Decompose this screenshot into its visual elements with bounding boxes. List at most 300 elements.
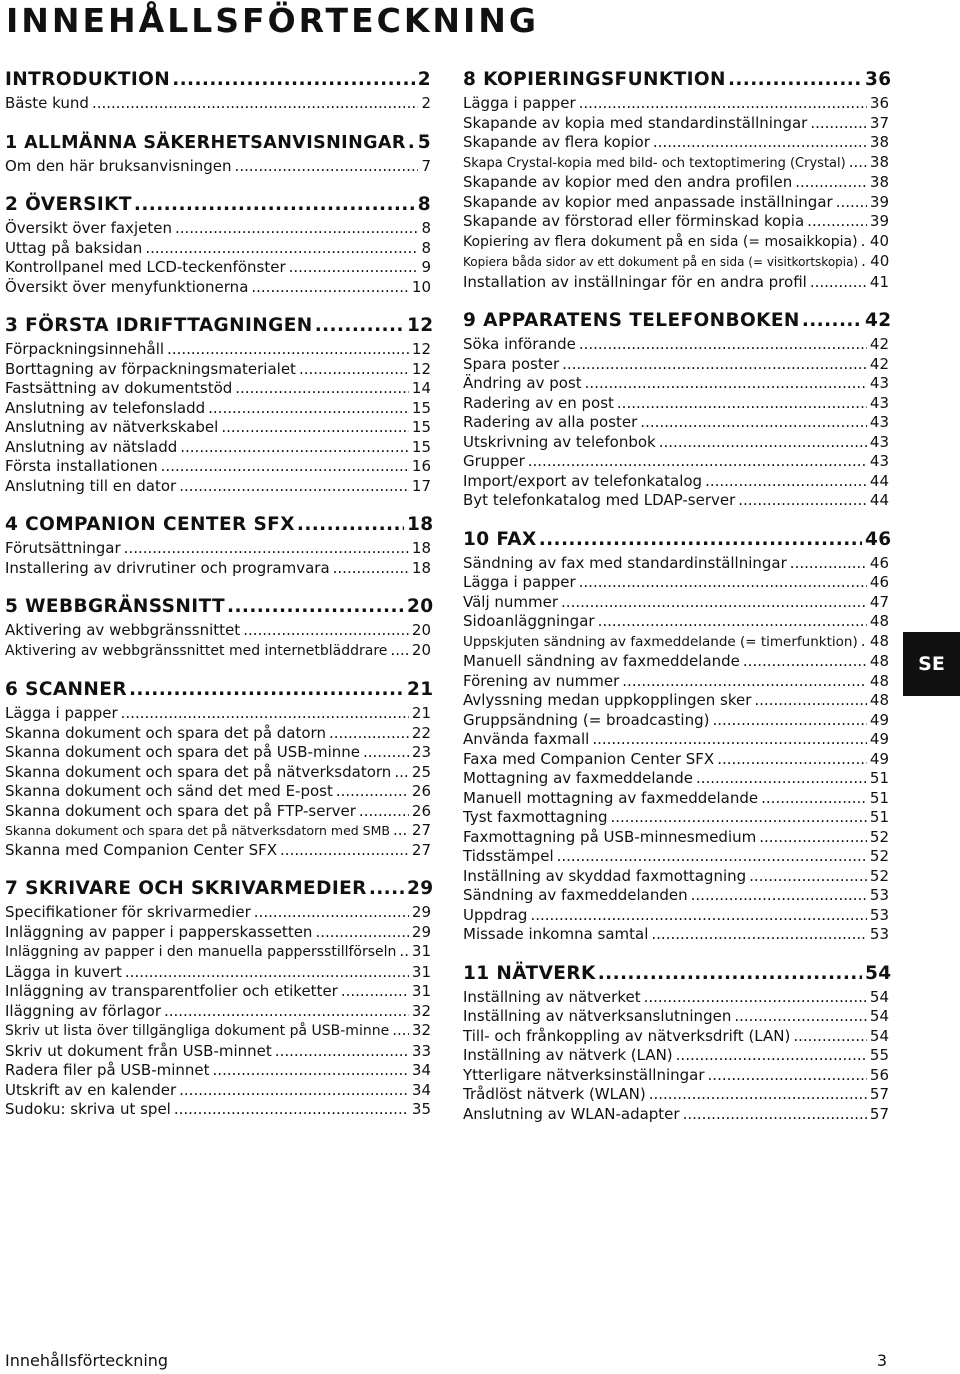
entry-title: Översikt över faxjeten: [5, 219, 172, 237]
dot-leader: [227, 593, 404, 621]
entry-title: Specifikationer för skrivarmedier: [5, 903, 251, 921]
toc-chapter-heading[interactable]: [5, 593, 434, 621]
entry-title: Lägga in kuvert: [5, 962, 122, 981]
toc-entry[interactable]: [463, 573, 889, 593]
toc-entry[interactable]: [5, 743, 431, 763]
chapter-title: 1 ALLMÄNNA SÄKERHETSANVISNINGAR: [5, 132, 406, 153]
entry-title: Förpackningsinnehåll: [5, 340, 165, 358]
toc-entry[interactable]: [5, 559, 431, 579]
dot-leader: [810, 273, 867, 293]
toc-entry[interactable]: [463, 153, 889, 174]
chapter-title: 4 COMPANION CENTER SFX: [5, 514, 295, 535]
entry-title: Skanna dokument och spara det på USB-minne: [5, 743, 360, 761]
page-number: 31: [411, 942, 431, 960]
toc-entry[interactable]: [5, 841, 431, 861]
page-number: 32: [411, 1001, 431, 1020]
toc-entry[interactable]: [463, 1085, 889, 1105]
toc-entry[interactable]: [5, 477, 431, 497]
dot-leader: [167, 340, 409, 360]
page-number: 52: [869, 866, 889, 885]
page-number: 2: [421, 94, 431, 112]
entry-title: Till- och frånkoppling av nätverksdrift (LAN): [463, 1026, 791, 1045]
toc-entry[interactable]: [5, 982, 431, 1002]
page-number: 8: [421, 238, 431, 257]
toc-entry[interactable]: [5, 942, 431, 963]
page-number: 27: [411, 821, 431, 839]
toc-entry[interactable]: [5, 763, 431, 783]
page-number: 43: [869, 374, 889, 392]
page-number: 42: [869, 354, 889, 373]
dot-leader: [793, 1027, 867, 1047]
page-number: 53: [869, 905, 889, 924]
toc-entry[interactable]: [463, 593, 889, 613]
toc-entry[interactable]: [463, 1105, 889, 1125]
entry-title: Spara poster: [463, 354, 560, 373]
toc-entry[interactable]: [5, 1081, 431, 1101]
toc-entry[interactable]: [463, 413, 889, 433]
toc-entry[interactable]: [463, 652, 889, 672]
toc-entry[interactable]: [463, 886, 889, 906]
entry-title: Manuell mottagning av faxmeddelande: [463, 788, 759, 807]
entry-title: Bäste kund: [5, 94, 89, 112]
dot-leader: [795, 173, 867, 193]
page-number: 48: [869, 671, 889, 690]
toc-entry[interactable]: [463, 847, 889, 867]
entry-title: Uppskjuten sändning av faxmeddelande (= timerfunktion): [463, 633, 858, 650]
entry-title: Aktivering av webbgränssnittet med internetbläddrare: [5, 642, 388, 659]
chapter-title: INTRODUKTION: [5, 69, 171, 90]
toc-section: [463, 526, 892, 945]
toc-entry[interactable]: [5, 963, 431, 983]
page-number: 22: [411, 723, 431, 742]
entry-title: Skanna dokument och spara det på nätverksdatorn: [5, 762, 392, 781]
toc-entry[interactable]: [5, 724, 431, 744]
page-number: 46: [869, 573, 889, 591]
entry-title: Byt telefonkatalog med LDAP-server: [463, 491, 736, 509]
toc-entry[interactable]: [5, 94, 431, 114]
entry-title: Skapande av kopior med den andra profilen: [463, 173, 793, 191]
toc-entry[interactable]: [5, 1002, 431, 1022]
toc-column-right: [463, 66, 892, 1139]
page-number: 49: [869, 749, 889, 768]
toc-entry[interactable]: [463, 335, 889, 355]
entry-title: Skapande av kopior med anpassade inställningar: [463, 192, 833, 211]
entry-title: Avlyssning medan uppkopplingen sker: [463, 691, 752, 709]
page-number: 38: [869, 173, 889, 191]
chapter-title: 6 SCANNER: [5, 679, 127, 700]
toc-entry[interactable]: [5, 1100, 431, 1120]
entry-title: Inställning av nätverk (LAN): [463, 1046, 673, 1064]
page-number: 7: [421, 156, 431, 175]
entry-title: Inläggning av transparentfolier och etiketter: [5, 982, 338, 1000]
toc-section: [5, 191, 431, 297]
toc-entry[interactable]: [5, 399, 431, 419]
dot-leader: [175, 219, 418, 239]
entry-title: Skanna dokument och sänd det med E-post: [5, 782, 333, 800]
dot-leader: [289, 258, 419, 278]
dot-leader: [790, 554, 867, 574]
dot-leader: [579, 94, 867, 114]
entry-title: Sändning av faxmeddelanden: [463, 886, 688, 904]
page-number: 51: [869, 769, 889, 787]
entry-title: Lägga i papper: [5, 704, 118, 722]
page-number: 44: [869, 471, 889, 490]
entry-title: Grupper: [463, 452, 525, 470]
dot-leader: [861, 232, 867, 252]
entry-title: Välj nummer: [463, 592, 559, 611]
entry-title: Kopiera båda sidor av ett dokument på en sida (= visitkortskopia): [463, 255, 859, 269]
toc-entry[interactable]: [463, 925, 889, 945]
dot-leader: [408, 129, 415, 157]
page-number: 29: [407, 878, 434, 899]
page-number: 23: [411, 743, 431, 761]
entry-title: Anslutning av WLAN-adapter: [463, 1104, 680, 1123]
dot-leader: [754, 691, 867, 711]
toc-chapter-heading[interactable]: [5, 191, 431, 219]
toc-entry[interactable]: [5, 418, 431, 438]
toc-entry[interactable]: [463, 730, 889, 750]
toc-entry[interactable]: [463, 769, 889, 789]
page-number: 49: [869, 730, 889, 748]
dot-leader: [299, 360, 409, 380]
page-number: 52: [869, 827, 889, 846]
dot-leader: [530, 906, 866, 926]
dot-leader: [172, 66, 415, 94]
toc-entry[interactable]: [463, 232, 889, 253]
toc-entry[interactable]: [463, 94, 889, 114]
entry-title: Utskrift av en kalender: [5, 1080, 177, 1099]
dot-leader: [585, 374, 867, 394]
toc-chapter-heading[interactable]: [463, 66, 892, 94]
entry-title: Skanna med Companion Center SFX: [5, 840, 278, 859]
page-number: 57: [869, 1104, 889, 1123]
dot-leader: [275, 1042, 409, 1062]
toc-entry[interactable]: [5, 782, 431, 802]
toc-entry[interactable]: [463, 1046, 889, 1066]
page-number: 43: [869, 393, 889, 412]
toc-entry[interactable]: [463, 691, 889, 711]
dot-leader: [759, 828, 867, 848]
entry-title: Lägga i papper: [463, 94, 576, 112]
dot-leader: [280, 841, 409, 861]
dot-leader: [369, 875, 404, 903]
page-number: 18: [411, 558, 431, 577]
dot-leader: [333, 559, 409, 579]
dot-leader: [399, 942, 408, 962]
toc-entry[interactable]: [463, 906, 889, 926]
entry-title: Tidsstämpel: [463, 847, 554, 865]
dot-leader: [174, 1100, 409, 1120]
dot-leader: [297, 511, 404, 539]
toc-entry[interactable]: [5, 704, 431, 724]
page-number: 20: [407, 596, 434, 617]
page-number: 15: [411, 418, 431, 436]
dot-leader: [761, 789, 867, 809]
toc-entry[interactable]: [5, 802, 431, 822]
dot-leader: [579, 573, 867, 593]
entry-title: Översikt över menyfunktionerna: [5, 277, 249, 296]
toc-entry[interactable]: [463, 808, 889, 828]
page-number: 26: [411, 782, 431, 800]
dot-leader: [235, 379, 409, 399]
entry-title: Installering av drivrutiner och programvara: [5, 558, 330, 577]
page-number: 5: [417, 131, 431, 153]
page-number: 34: [411, 1061, 431, 1079]
dot-leader: [179, 1081, 409, 1101]
dot-leader: [208, 399, 409, 419]
entry-title: Faxa med Companion Center SFX: [463, 749, 715, 768]
page-number: 15: [411, 398, 431, 417]
page-number: 16: [411, 457, 431, 475]
page-number: 29: [411, 922, 431, 941]
entry-title: Inläggning av papper i den manuella pappersstillförseln: [5, 944, 397, 960]
entry-title: Inläggning av papper i papperskassetten: [5, 922, 313, 941]
page-number: 14: [411, 379, 431, 397]
toc-entry[interactable]: [463, 491, 889, 511]
entry-title: Förutsättningar: [5, 539, 121, 557]
toc-entry[interactable]: [5, 258, 431, 278]
dot-leader: [561, 593, 867, 613]
toc-entry[interactable]: [463, 1027, 889, 1047]
toc-chapter-heading[interactable]: [463, 960, 892, 988]
page-number: 48: [869, 631, 889, 650]
language-tab: SE: [903, 632, 960, 696]
page-number: 48: [869, 612, 889, 630]
page-number: 27: [411, 840, 431, 859]
toc-entry[interactable]: [463, 632, 889, 653]
toc-entry[interactable]: [463, 554, 889, 574]
page-number: 38: [869, 133, 889, 151]
toc-entry[interactable]: [463, 433, 889, 453]
page-number: 43: [869, 413, 889, 431]
toc-entry[interactable]: [463, 750, 889, 770]
dot-leader: [393, 821, 409, 841]
toc-entry[interactable]: [5, 539, 431, 559]
page-number: 55: [869, 1046, 889, 1064]
toc-entry[interactable]: [463, 212, 889, 232]
chapter-title: 2 ÖVERSIKT: [5, 194, 132, 215]
chapter-title: 10 FAX: [463, 528, 537, 550]
page-number: 48: [869, 691, 889, 709]
toc-entry[interactable]: [5, 621, 431, 641]
dot-leader: [315, 312, 404, 340]
page-number: 46: [869, 553, 889, 572]
toc-entry[interactable]: [5, 157, 431, 177]
entry-title: Sudoku: skriva ut spel: [5, 1100, 171, 1118]
page-number: 53: [869, 925, 889, 943]
toc-entry[interactable]: [5, 1021, 431, 1042]
page-number: 12: [411, 340, 431, 358]
dot-leader: [251, 278, 409, 298]
entry-title: Skanna dokument och spara det på FTP-server: [5, 801, 356, 820]
toc-entry[interactable]: [463, 472, 889, 492]
toc-chapter-heading[interactable]: [5, 676, 434, 704]
dot-leader: [743, 652, 867, 672]
toc-section: [463, 960, 892, 1125]
toc-chapter-heading[interactable]: [5, 129, 431, 157]
toc-entry[interactable]: [463, 452, 889, 472]
toc-entry[interactable]: [463, 672, 889, 692]
dot-leader: [315, 923, 408, 943]
toc-entry[interactable]: [5, 360, 431, 380]
toc-entry[interactable]: [463, 355, 889, 375]
dot-leader: [92, 94, 419, 114]
entry-title: Skapa Crystal-kopia med bild- och textoptimering (Crystal): [463, 155, 846, 171]
dot-leader: [179, 477, 409, 497]
toc-entry[interactable]: [5, 379, 431, 399]
entry-title: Borttagning av förpackningsmaterialet: [5, 359, 296, 378]
page-number: 52: [869, 847, 889, 865]
dot-leader: [161, 457, 409, 477]
dot-leader: [651, 925, 867, 945]
page-number: 43: [869, 452, 889, 470]
dot-leader: [807, 212, 867, 232]
dot-leader: [243, 621, 409, 641]
page-number: 8: [417, 194, 431, 215]
dot-leader: [749, 867, 867, 887]
toc-entry[interactable]: [5, 1042, 431, 1062]
entry-title: Kontrollpanel med LCD-teckenfönster: [5, 258, 286, 276]
page-number: 33: [411, 1041, 431, 1060]
toc-entry[interactable]: [463, 988, 889, 1008]
toc-entry[interactable]: [5, 340, 431, 360]
dot-leader: [611, 808, 867, 828]
entry-title: Manuell sändning av faxmeddelande: [463, 652, 740, 670]
dot-leader: [691, 886, 867, 906]
toc-entry[interactable]: [463, 173, 889, 193]
entry-title: Inställning av skyddad faxmottagning: [463, 866, 747, 885]
page-number: 31: [411, 982, 431, 1000]
toc-entry[interactable]: [463, 273, 889, 293]
toc-entry[interactable]: [5, 457, 431, 477]
dot-leader: [696, 769, 867, 789]
toc-chapter-heading[interactable]: [463, 307, 892, 335]
dot-leader: [738, 491, 867, 511]
entry-title: Radering av alla poster: [463, 413, 638, 431]
toc-entry[interactable]: [5, 641, 431, 662]
page-number: 53: [869, 886, 889, 904]
toc-chapter-heading[interactable]: [5, 511, 434, 539]
page-number: 15: [411, 437, 431, 456]
toc-entry[interactable]: [463, 133, 889, 153]
dot-leader: [644, 988, 867, 1008]
toc-entry[interactable]: [5, 219, 431, 239]
page-number: 39: [869, 212, 889, 230]
entry-title: Inställning av nätverket: [463, 987, 641, 1006]
toc-entry[interactable]: [463, 867, 889, 887]
dot-leader: [617, 394, 867, 414]
entry-title: Uttag på baksidan: [5, 238, 143, 257]
toc-entry[interactable]: [463, 193, 889, 213]
entry-title: Radering av en post: [463, 393, 614, 412]
toc-entry[interactable]: [463, 394, 889, 414]
toc-entry[interactable]: [463, 1007, 889, 1027]
toc-entry[interactable]: [463, 612, 889, 632]
page-number: 41: [869, 272, 889, 291]
dot-leader: [861, 632, 867, 652]
toc-chapter-heading[interactable]: [5, 875, 434, 903]
dot-leader: [836, 193, 867, 213]
dot-leader: [708, 1066, 867, 1086]
entry-title: Anslutning av nätverkskabel: [5, 418, 219, 436]
page-number: 42: [865, 310, 892, 331]
toc-entry[interactable]: [5, 1061, 431, 1081]
page-number: 49: [869, 710, 889, 729]
entry-title: Använda faxmall: [463, 730, 590, 748]
entry-title: Import/export av telefonkatalog: [463, 471, 703, 490]
dot-leader: [539, 526, 862, 554]
page-number: 26: [411, 801, 431, 820]
toc-entry[interactable]: [463, 711, 889, 731]
toc-entry[interactable]: [5, 438, 431, 458]
page-number: 38: [869, 152, 889, 171]
toc-entry[interactable]: [5, 923, 431, 943]
page-number: 18: [407, 514, 434, 535]
page-number: 57: [869, 1085, 889, 1103]
page-number: 36: [869, 94, 889, 112]
page-number: 31: [411, 962, 431, 981]
dot-leader: [598, 960, 862, 988]
dot-leader: [712, 711, 866, 731]
page-number: 2: [417, 69, 431, 90]
dot-leader: [659, 433, 867, 453]
entry-title: Missade inkomna samtal: [463, 925, 649, 943]
toc-entry[interactable]: [5, 239, 431, 259]
chapter-title: 7 SKRIVARE OCH SKRIVARMEDIER: [5, 878, 367, 899]
page-number: 34: [411, 1080, 431, 1099]
dot-leader: [849, 153, 867, 173]
toc-section: [5, 312, 434, 496]
dot-leader: [390, 641, 408, 661]
toc-entry[interactable]: [463, 828, 889, 848]
dot-leader: [180, 438, 409, 458]
toc-column-left: [5, 66, 434, 1135]
page-number: 51: [869, 808, 889, 826]
toc-chapter-heading[interactable]: [5, 66, 431, 94]
toc-chapter-heading[interactable]: [5, 312, 434, 340]
page-number: 47: [869, 592, 889, 611]
toc-entry[interactable]: [463, 789, 889, 809]
page-number: 17: [411, 476, 431, 495]
toc-entry[interactable]: [463, 1066, 889, 1086]
page-number: 29: [411, 903, 431, 921]
entry-title: Lägga i papper: [463, 573, 576, 591]
page-number: 12: [407, 315, 434, 336]
page-number: 51: [869, 788, 889, 807]
toc-entry[interactable]: [463, 374, 889, 394]
entry-title: Kopiering av flera dokument på en sida (= mosaikkopia): [463, 233, 858, 250]
toc-entry[interactable]: [5, 903, 431, 923]
toc-entry[interactable]: [5, 278, 431, 298]
entry-title: Installation av inställningar för en andra profil: [463, 272, 807, 291]
page-number: 42: [869, 335, 889, 353]
dot-leader: [810, 114, 867, 134]
chapter-title: 9 APPARATENS TELEFONBOKEN: [463, 310, 800, 331]
toc-entry[interactable]: [5, 821, 431, 841]
page-number: 9: [421, 258, 431, 276]
page-number: 35: [411, 1100, 431, 1118]
page-number: 21: [411, 704, 431, 722]
toc-entry[interactable]: [463, 114, 889, 134]
dot-leader: [235, 157, 419, 177]
toc-entry[interactable]: [463, 252, 889, 273]
toc-chapter-heading[interactable]: [463, 526, 892, 554]
dot-leader: [728, 66, 862, 94]
entry-title: Utskrivning av telefonbok: [463, 432, 656, 451]
toc-section: [5, 66, 431, 114]
entry-title: Mottagning av faxmeddelande: [463, 769, 693, 787]
page-number: 20: [411, 621, 431, 639]
